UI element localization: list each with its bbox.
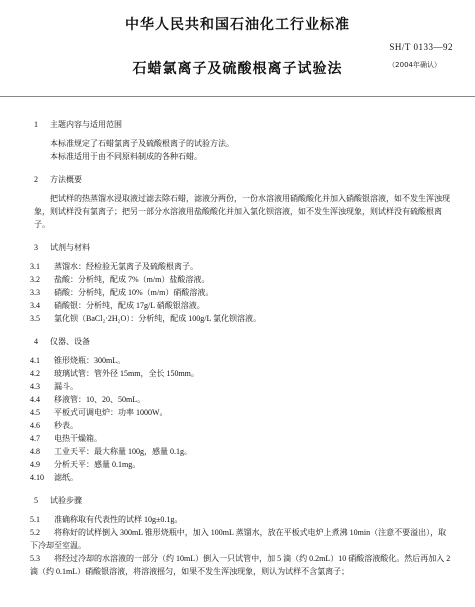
section-number: 1 <box>34 120 38 129</box>
section-number: 2 <box>34 175 38 184</box>
list-item: 4.9 分析天平：感量 0.1mg。 <box>30 460 141 469</box>
list-item: 4.7 电热干燥箱。 <box>30 434 102 443</box>
edition-note: （2004年确认） <box>388 61 441 69</box>
list-item: 4.2 玻璃试管：管外径 15mm，全长 150mm。 <box>30 369 199 378</box>
list-item: 3.4 硝酸银：分析纯，配成 17g/L 硝酸银溶液。 <box>30 301 205 310</box>
paragraph: 本标准适用于由不同原料制成的各种石蜡。 <box>50 152 202 161</box>
header-divider <box>0 96 475 97</box>
issuing-organization: 中华人民共和国石油化工行业标准 <box>125 17 350 33</box>
section-title: 主题内容与适用范围 <box>50 120 122 129</box>
list-item: 3.1 蒸馏水：经检验无氯离子及硫酸根离子。 <box>30 262 198 271</box>
list-item: 3.3 硝酸：分析纯，配成 10%（m/m）硝酸溶液。 <box>30 288 214 297</box>
list-item: 4.1 锥形烧瓶：300mL。 <box>30 356 126 365</box>
standard-number: SH/T 0133—92 <box>389 42 453 52</box>
list-item: 4.8 工业天平：最大称量 100g，感量 0.1g。 <box>30 447 192 456</box>
section-heading <box>0 335 475 348</box>
paragraph: 本标准规定了石蜡氯离子及硫酸根离子的试验方法。 <box>50 139 234 148</box>
section-title: 仪器、设备 <box>50 337 90 346</box>
document-title: 石蜡氯离子及硫酸根离子试验法 <box>132 61 343 77</box>
section-number: 3 <box>34 243 38 252</box>
list-item: 5.1 准确称取有代表性的试样 10g±0.1g。 <box>30 515 183 524</box>
section-title: 试验步骤 <box>50 496 82 505</box>
list-item: 4.3 漏斗。 <box>30 382 78 391</box>
section-heading <box>0 173 475 186</box>
section-title: 试剂与材料 <box>50 243 90 252</box>
list-item: 5.2 将称好的试样倒入 300mL 锥形烧瓶中，加入 100mL 蒸馏水，放在平板式电炉上煮沸 10min（注意不要溢出），取下冷却至室温。 <box>30 528 447 550</box>
list-item: 3.5 氯化钡（BaCl₂·2H₂O）：分析纯，配成 100g/L 氯化钡溶液。 <box>30 314 262 323</box>
list-item: 4.10 滤纸。 <box>30 473 78 482</box>
section-number: 5 <box>34 496 38 505</box>
list-item: 4.4 移液管：10、20、50mL。 <box>30 395 146 404</box>
list-item: 3.2 盐酸：分析纯，配成 7%（m/m）盐酸溶液。 <box>30 275 210 284</box>
document-body <box>0 118 475 578</box>
list-item: 4.6 秒表。 <box>30 421 78 430</box>
section-title: 方法概要 <box>50 175 82 184</box>
section-heading <box>0 118 475 131</box>
section-heading <box>0 494 475 507</box>
section-number: 4 <box>34 337 38 346</box>
list-item: 5.3 将经过冷却的水溶液的一部分（约 10mL）倒入一只试管中，加 5 滴（约 0.2mL）10 硝酸溶液酸化。然后再加入 2 滴（约 0.1mL）硝酸银溶液，将溶液摇匀，如果不发生浑浊现象，则认为试样不含氯离子； <box>30 554 451 576</box>
section-heading <box>0 241 475 254</box>
list-item: 4.5 平板式可调电炉：功率 1000W。 <box>30 408 168 417</box>
paragraph: 把试样的热蒸馏水浸取液过滤去除石蜡，滤液分两份，一份水溶液用硝酸酸化并加入硝酸银溶液，如不发生浑浊现象，则试样没有氯离子；把另一部分水溶液用盐酸酸化并加入氯化钡溶液，如不发生浑浊现象，则试样没有硫酸根离子。 <box>34 194 450 229</box>
